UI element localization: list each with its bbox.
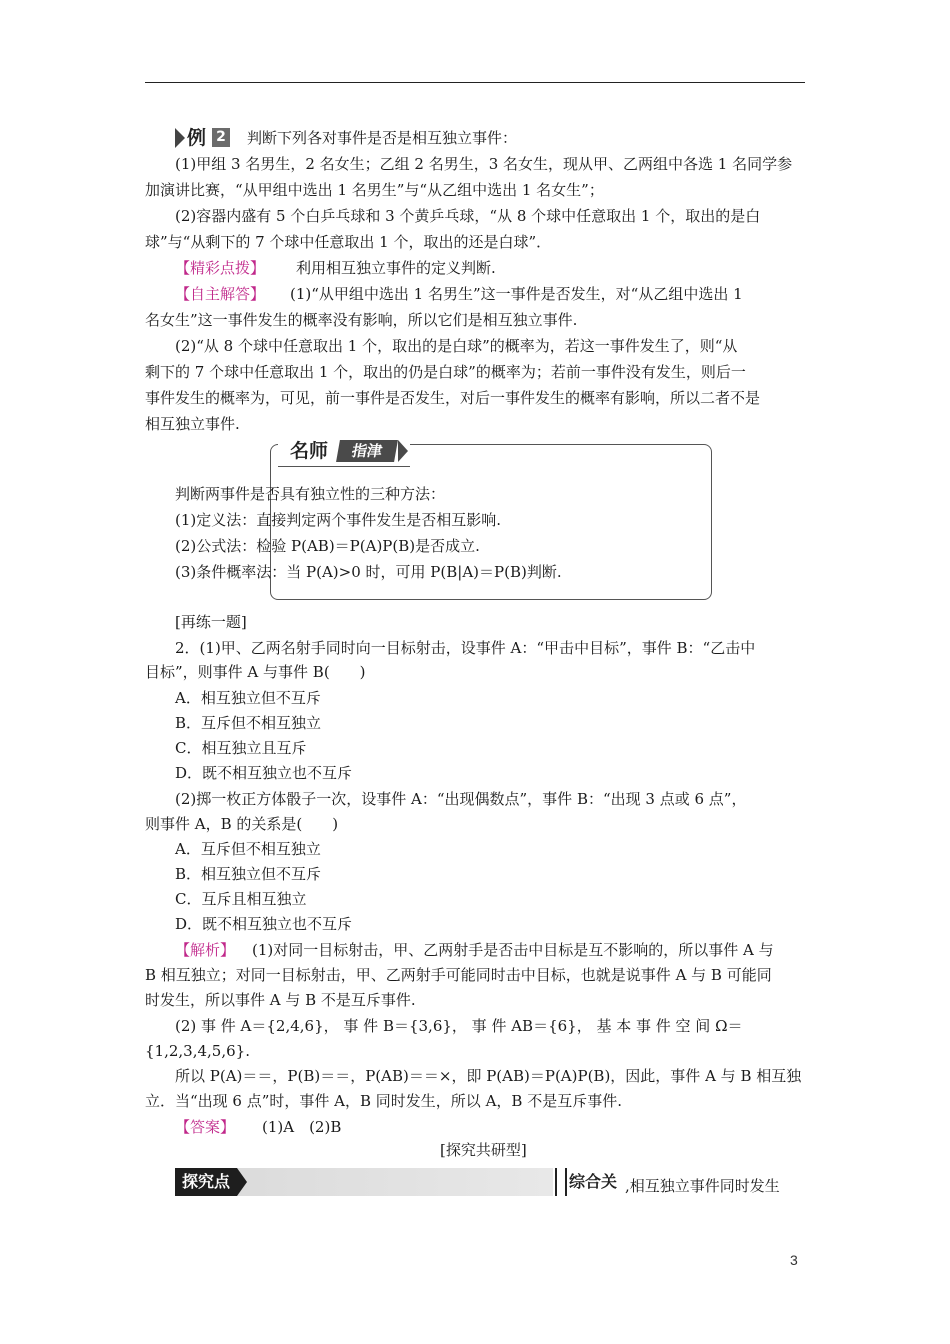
practice-q1-option-a: A．相互独立但不互斥 — [175, 689, 321, 707]
solution-p2-line-4: 相互独立事件. — [145, 415, 240, 433]
solution-p2-line-2: 剩下的 7 个球中任意取出 1 个，取出的仍是白球”的概率为；若前一事件没有发生，则后一 — [145, 363, 746, 381]
hint-label: 【精彩点拨】 — [175, 259, 266, 277]
tip-method-3: (3)条件概率法：当 P(A)>0 时，可用 P(B|A)＝P(B)判断. — [175, 563, 562, 581]
practice-q1-option-c: C．相互独立且互斥 — [175, 739, 307, 757]
arrow-icon — [175, 128, 185, 148]
section-bar-arrow-icon — [237, 1168, 247, 1196]
section-header: [探究共研型] — [440, 1141, 527, 1159]
tip-intro: 判断两事件是否具有独立性的三种方法： — [175, 485, 446, 503]
analysis-a3-line-1: 所以 P(A)＝＝，P(B)＝＝，P(AB)＝＝×，即 P(AB)＝P(A)P(B)，因此，事件 A 与 B 相互独 — [175, 1067, 802, 1085]
solution-label: 【自主解答】 — [175, 285, 266, 303]
tip-header — [278, 436, 410, 466]
tip-header-rule — [278, 466, 410, 467]
tip-method-2: (2)公式法：检验 P(AB)＝P(A)P(B)是否成立. — [175, 537, 480, 555]
analysis-a1-line-2: B 相互独立；对同一目标射击，甲、乙两射手可能同时击中目标，也就是说事件 A 与 B 可能同 — [145, 966, 772, 984]
question-1-line-2: 加演讲比赛，“从甲组中选出 1 名男生”与“从乙组中选出 1 名女生”； — [145, 181, 604, 199]
question-2-line-1: (2)容器内盛有 5 个白乒乓球和 3 个黄乒乓球，“从 8 个球中任意取出 1 个，取出的是白 — [175, 207, 761, 225]
practice-q2-option-d: D．既不相互独立也不互斥 — [175, 915, 353, 933]
analysis-a3-line-2: 立．当“出现 6 点”时，事件 A，B 同时发生，所以 A，B 不是互斥事件. — [145, 1092, 622, 1110]
question-1-line-1: (1)甲组 3 名男生，2 名女生；乙组 2 名男生，3 名女生，现从甲、乙两组中各选 1 名同学参 — [175, 155, 793, 173]
section-bar — [175, 1164, 805, 1198]
section-bar-tag: 综合关 — [569, 1172, 618, 1191]
analysis-a2-line-2: {1,2,3,4,5,6}. — [145, 1042, 250, 1060]
example-label: 例 — [187, 127, 207, 149]
analysis-a1-line-1: (1)对同一目标射击，甲、乙两射手是否击中目标是互不影响的，所以事件 A 与 — [252, 941, 774, 959]
practice-q2-option-a: A．互斥但不相互独立 — [175, 840, 321, 858]
solution-p2-line-3: 事件发生的概率为，可见，前一事件是否发生，对后一事件发生的概率有影响，所以二者不是 — [145, 389, 761, 407]
example-badge — [175, 126, 233, 150]
answer-label: 【答案】 — [175, 1118, 236, 1136]
analysis-label: 【解析】 — [175, 941, 236, 959]
question-2-line-2: 球”与“从剩下的 7 个球中任意取出 1 个，取出的还是白球”． — [145, 233, 552, 251]
section-bar-divider — [555, 1168, 567, 1196]
solution-p1-line-1: (1)“从甲组中选出 1 名男生”这一事件是否发生，对“从乙组中选出 1 — [290, 285, 743, 303]
practice-q2-option-b: B．相互独立但不互斥 — [175, 865, 322, 883]
section-bar-label: 探究点 — [175, 1168, 237, 1196]
practice-q2-line-2: 则事件 A，B 的关系是( ) — [145, 815, 339, 833]
tip-method-1: (1)定义法：直接判定两个事件发生是否相互影响. — [175, 511, 502, 529]
practice-q2-line-1: (2)掷一枚正方体骰子一次，设事件 A：“出现偶数点”，事件 B：“出现 3 点或 6 点”， — [175, 790, 747, 808]
solution-p2-line-1: (2)“从 8 个球中任意取出 1 个，取出的是白球”的概率为，若这一事件发生了，则“从 — [175, 337, 738, 355]
hint-text: 利用相互独立事件的定义判断. — [296, 259, 496, 277]
header-rule — [145, 82, 805, 83]
analysis-a2-line-1: (2) 事 件 A＝{2,4,6}， 事 件 B＝{3,6}， 事 件 AB＝{6}， 基 本 事 件 空 间 Ω＝ — [175, 1017, 743, 1035]
analysis-a1-line-3: 时发生，所以事件 A 与 B 不是互斥事件. — [145, 991, 416, 1009]
practice-header: [再练一题] — [175, 613, 247, 631]
tip-arrow-icon — [398, 440, 408, 462]
section-title: ,相互独立事件同时发生 — [625, 1177, 780, 1195]
answer-text: (1)A (2)B — [262, 1118, 342, 1136]
practice-q1-option-b: B．互斥但不相互独立 — [175, 714, 322, 732]
solution-p1-line-2: 名女生”这一事件发生的概率没有影响，所以它们是相互独立事件. — [145, 311, 578, 329]
practice-q1-line-2: 目标”，则事件 A 与事件 B( ) — [145, 663, 366, 681]
example-number: 2 — [212, 128, 230, 147]
tip-title-b: 指津 — [336, 440, 398, 462]
example-prompt: 判断下列各对事件是否是相互独立事件： — [247, 129, 518, 147]
tip-title-a: 名师 — [290, 440, 329, 462]
practice-q1-line-1: 2．(1)甲、乙两名射手同时向一目标射击，设事件 A：“甲击中目标”，事件 B：“乙击中 — [175, 639, 756, 657]
page-number: 3 — [790, 1252, 798, 1268]
practice-q2-option-c: C．互斥且相互独立 — [175, 890, 307, 908]
practice-q1-option-d: D．既不相互独立也不互斥 — [175, 764, 353, 782]
